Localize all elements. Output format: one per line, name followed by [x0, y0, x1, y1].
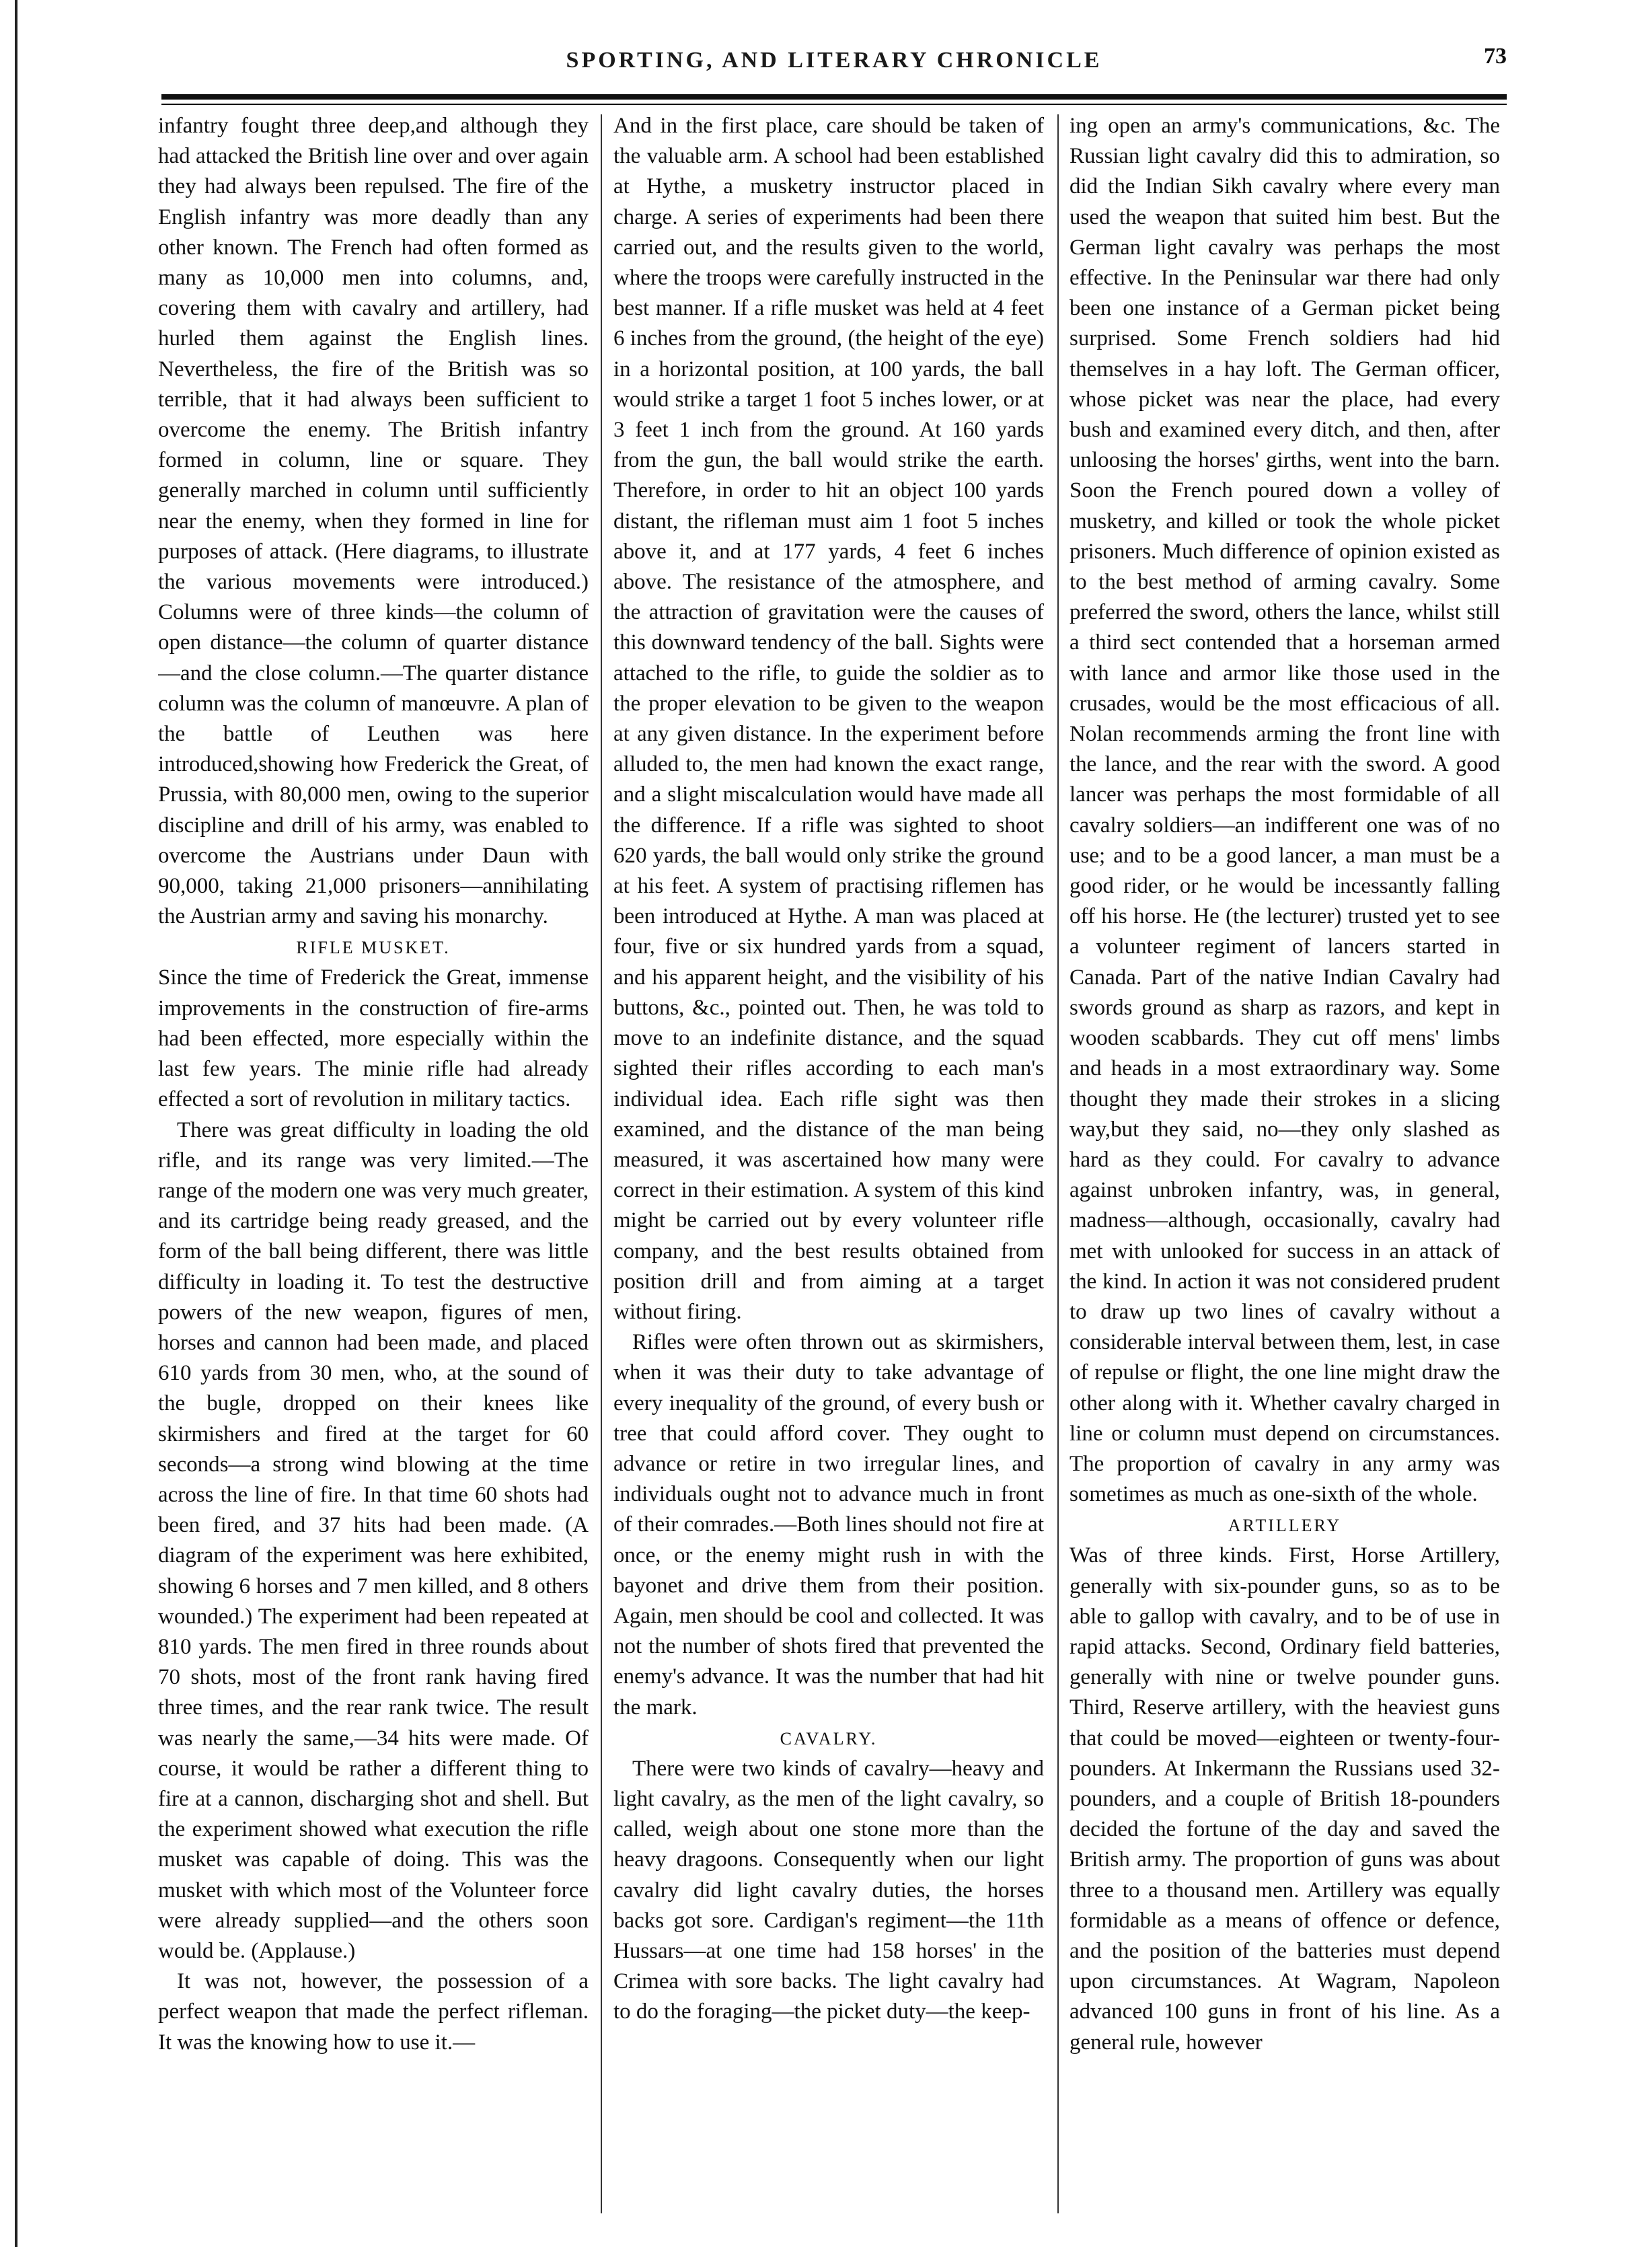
article-paragraph: There were two kinds of cavalry—heavy and light cavalry, as the men of the light cavalry, so called, weigh about one stone more than the heavy dragoons. Consequently when our light cavalry did light cavalry duties, the horses backs got sore. Cardigan's regiment—the 11th Hussars—at one time had 158 horses' in the Crimea with sore backs. The light cavalry had to do the foraging—the picket duty—the keep-: [613, 1756, 1044, 2024]
header-rule-thin: [161, 104, 1507, 105]
article-paragraph: Was of three kinds. First, Horse Artillery, generally with six-pounder guns, so as to be able to gallop with cavalry, and to be of use in rapid attacks. Second, Ordinary field batteries, generally with nine or twelve pounder guns. Third, Reserve artillery, with the heaviest guns that could be moved—eighteen or twenty-four-pounders. At Inkermann the Russians used 32-pounders, and a couple of British 18-pounders decided the fortune of the day and saved the British army. The proportion of guns was about three to a thousand men. Artillery was equally formidable as a means of offence or defence, and the position of the batteries must depend upon circumstances. At Wagram, Napoleon advanced 100 guns in front of his line. As a general rule, however: [1069, 1543, 1500, 2055]
text-column-1: [158, 111, 589, 2223]
text-column-3: [1069, 111, 1500, 2223]
running-head: SPORTING, AND LITERARY CHRONICLE: [566, 48, 1102, 73]
section-heading: CAVALRY.: [780, 1728, 878, 1748]
article-paragraph: Rifles were often thrown out as skirmishers, when it was their duty to take advantage of every inequality of the ground, of every bush or tree that could afford cover. They ought to advance or retire in two irregular lines, and individuals ought not to advance much in front of their comrades.—Both lines should not fire at once, or the enemy might rush in with the bayonet and drive them from their position. Again, men should be cool and collected. It was not the number of shots fired that prevented the enemy's advance. It was the number that had hit the mark.: [613, 1330, 1044, 1720]
article-paragraph: infantry fought three deep,and although they had attacked the British line over and over again they had always been repulsed. The fire of the English infantry was more deadly than any other known. The French had often formed as many as 10,000 men into columns, and, covering them with cavalry and artillery, had hurled them against the English lines. Nevertheless, the fire of the British was so terrible, that it had always been sufficient to overcome the enemy. The British infantry formed in column, line or square. They generally marched in column until sufficiently near the enemy, when they formed in line for purposes of attack. (Here diagrams, to illustrate the various movements were introduced.) Columns were of three kinds—the column of open distance—the column of quarter distance—and the close column.—The quarter distance column was the column of manœuvre. A plan of the battle of Leuthen was here introduced,showing how Frederick the Great, of Prussia, with 80,000 men, owing to the superior discipline and drill of his army, was enabled to overcome the Austrians under Daun with 90,000, taking 21,000 prisoners—annihilating the Austrian army and saving his monarchy.: [158, 114, 589, 929]
article-paragraph: ing open an army's communications, &c. The Russian light cavalry did this to admiration, so did the Indian Sikh cavalry where every man used the weapon that suited him best. But the German light cavalry was perhaps the most effective. In the Peninsular war there had only been one instance of a German picket being surprised. Some French soldiers had hid themselves in a hay loft. The German officer, whose picket was near the place, had every bush and examined every ditch, and then, after unloosing the horses' girths, went into the barn. Soon the French poured down a volley of musketry, and killed or took the whole picket prisoners. Much difference of opinion existed as to the best method of arming cavalry. Some preferred the sword, others the lance, whilst still a third sect contended that a horseman armed with lance and armor like those used in the crusades, would be the most efficacious of all. Nolan recommends arming the front line with the lance, and the rear with the sword. A good lancer was perhaps the most formidable of all cavalry soldiers—an indifferent one was of no use; and to be a good lancer, a man must be a good rider, or he would be incessantly falling off his horse. He (the lecturer) trusted yet to see a volunteer regiment of lancers started in Canada. Part of the native Indian Cavalry had swords ground as sharp as razors, and kept in wooden scabbards. They cut off mens' limbs and heads in a most extraordinary way. Some thought they made their strokes in a slicing way,but they said, no—they only slashed as hard as they could. For cavalry to advance against unbroken infantry, was, in general, madness—although, occasionally, cavalry had met with unlooked for success in an attack of the kind. In action it was not considered prudent to draw up two lines of cavalry without a considerable interval between them, lest, in case of repulse or flight, the one line might draw the other along with it. Whether cavalry charged in line or column must depend on circumstances. The proportion of cavalry in any army was sometimes as much as one-sixth of the whole.: [1069, 114, 1500, 1507]
article-paragraph: And in the first place, care should be taken of the valuable arm. A school had been established at Hythe, a musketry instructor placed in charge. A series of experiments had been there carried out, and the results given to the world, where the troops were carefully instructed in the best manner. If a rifle musket was held at 4 feet 6 inches from the ground, (the height of the eye) in a horizontal position, at 100 yards, the ball would strike a target 1 foot 5 inches lower, or at 3 feet 1 inch from the ground. At 160 yards from the gun, the ball would strike the earth. Therefore, in order to hit an object 100 yards distant, the rifleman must aim 1 foot 5 inches above it, and at 177 yards, 4 feet 6 inches above. The resistance of the atmosphere, and the attraction of gravitation were the causes of this downward tendency of the ball. Sights were attached to the rifle, to guide the soldier as to the proper elevation to be given to the weapon at any given distance. In the experiment before alluded to, the men had known the exact range, and a slight miscalculation would have made all the difference. If a rifle was sighted to shoot 620 yards, the ball would only strike the ground at his feet. A system of practising riflemen has been introduced at Hythe. A man was placed at four, five or six hundred yards from a squad, and his apparent height, and the visibility of his buttons, &c., pointed out. Then, he was told to move to an indefinite distance, and the squad sighted their rifles according to each man's individual idea. Each rifle sight was then examined, and the distance of the man being measured, it was ascertained how many were correct in their estimation. A system of this kind might be carried out by every volunteer rifle company, and the best results obtained from position drill and from aiming at a target without firing.: [613, 114, 1044, 1324]
article-paragraph: Since the time of Frederick the Great, immense improvements in the construction of fire-arms had been effected, more especially within the last few years. The minie rifle had already effected a sort of revolution in military tactics.: [158, 965, 589, 1112]
text-column-2: [613, 111, 1044, 2223]
article-paragraph: There was great difficulty in loading the old rifle, and its range was very limited.—The range of the modern one was very much greater, and its cartridge being ready greased, and the form of the ball being different, there was little difficulty in loading it. To test the destructive powers of the new weapon, figures of men, horses and cannon had been made, and placed 610 yards from 30 men, who, at the sound of the bugle, dropped on their knees like skirmishers and fired at the target for 60 seconds—a strong wind blowing at the time across the line of fire. In that time 60 shots had been fired, and 37 hits had been made. (A diagram of the experiment was here exhibited, showing 6 horses and 7 men killed, and 8 others wounded.) The experiment had been repeated at 810 yards. The men fired in three rounds about 70 shots, most of the front rank having fired three times, and the rear rank twice. The result was nearly the same,—34 hits were made. Of course, it would be rather a different thing to fire at a cannon, discharging shot and shell. But the experiment showed what execution the rifle musket was capable of doing. This was the musket with which most of the Volunteer force were already supplied—and the others soon would be. (Applause.): [158, 1117, 589, 1963]
page-header: [161, 37, 1507, 84]
column-divider: [1057, 114, 1059, 2213]
header-rule-thick: [161, 94, 1507, 100]
page-edge-rule: [15, 0, 17, 2247]
page-number: 73: [1484, 44, 1507, 69]
section-heading: ARTILLERY: [1228, 1516, 1342, 1536]
article-paragraph: It was not, however, the possession of a perfect weapon that made the perfect rifleman. It was the knowing how to use it.—: [158, 1969, 589, 2055]
section-heading: RIFLE MUSKET.: [296, 938, 451, 958]
column-divider: [601, 114, 602, 2213]
